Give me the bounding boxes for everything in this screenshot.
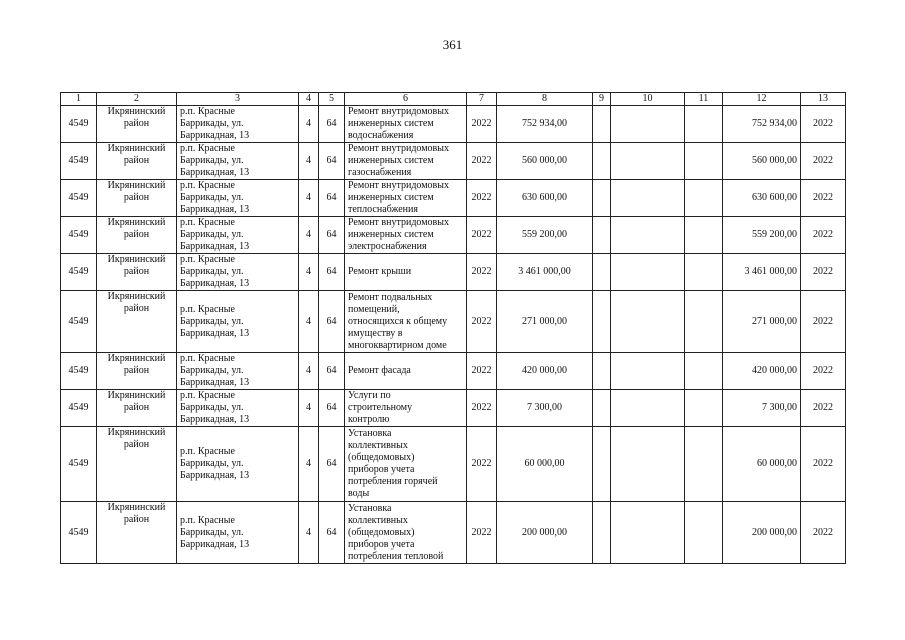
cell-id xyxy=(61,180,97,217)
cell-work-type xyxy=(345,143,467,180)
cell-col11 xyxy=(685,217,723,254)
cell-year-end xyxy=(801,427,846,502)
table-row xyxy=(61,291,846,353)
cell-amount-fund xyxy=(723,143,801,180)
cell-id xyxy=(61,353,97,390)
cell-amount-total xyxy=(497,353,593,390)
cell-col5-text: 64 xyxy=(326,266,337,277)
cell-work-type-text: Установка коллективных (общедомовых) приборов учета потребления горячей воды xyxy=(348,428,438,499)
cell-col9 xyxy=(593,254,611,291)
cell-work-type xyxy=(345,427,467,502)
cell-amount-total-text: 3 461 000,00 xyxy=(518,266,571,277)
cell-work-type xyxy=(345,254,467,291)
cell-address-text: р.п. Красные Баррикады, ул. Баррикадная, 13 xyxy=(180,106,250,141)
cell-work-type-text: Ремонт внутридомовых инженерных систем газоснабжения xyxy=(348,143,450,178)
cell-year-end-text: 2022 xyxy=(813,402,833,413)
cell-col10 xyxy=(611,180,685,217)
cell-year-text: 2022 xyxy=(471,118,492,129)
cell-work-type-text: Ремонт подвальных помещений, относящихся к общему имуществу в многоквартирном доме xyxy=(348,291,448,351)
table-row xyxy=(61,353,846,390)
cell-id-text: 4549 xyxy=(68,266,89,277)
cell-address xyxy=(177,143,299,180)
cell-district-text: Икрянинский район xyxy=(107,502,166,525)
cell-work-type-text: Установка коллективных (общедомовых) приборов учета потребления тепловой xyxy=(348,502,444,562)
cell-year xyxy=(467,106,497,143)
cell-address-text: р.п. Красные Баррикады, ул. Баррикадная, 13 xyxy=(180,514,250,550)
cell-amount-total xyxy=(497,291,593,353)
cell-col4 xyxy=(299,217,319,254)
cell-year xyxy=(467,502,497,564)
cell-year xyxy=(467,143,497,180)
cell-col10 xyxy=(611,291,685,353)
cell-year-text: 2022 xyxy=(471,365,492,376)
table-row xyxy=(61,106,846,143)
page-number: 361 xyxy=(442,37,463,52)
cell-year-text: 2022 xyxy=(471,402,492,413)
cell-col5-text: 64 xyxy=(326,155,337,166)
cell-district xyxy=(97,353,177,390)
cell-address-text: р.п. Красные Баррикады, ул. Баррикадная, 13 xyxy=(180,353,250,388)
cell-col4-text: 4 xyxy=(306,192,311,203)
cell-amount-fund xyxy=(723,502,801,564)
cell-id xyxy=(61,427,97,502)
cell-amount-fund xyxy=(723,291,801,353)
column-header: 12 xyxy=(723,93,801,106)
cell-col11 xyxy=(685,106,723,143)
cell-address xyxy=(177,106,299,143)
cell-col5 xyxy=(319,217,345,254)
cell-work-type-text: Услуги по строительному контролю xyxy=(348,390,413,425)
cell-district xyxy=(97,106,177,143)
cell-year-text: 2022 xyxy=(471,192,492,203)
cell-col4 xyxy=(299,291,319,353)
header-row xyxy=(61,93,846,106)
cell-col5-text: 64 xyxy=(326,458,337,469)
cell-address-text: р.п. Красные Баррикады, ул. Баррикадная, 13 xyxy=(180,303,250,339)
cell-year xyxy=(467,217,497,254)
cell-col4-text: 4 xyxy=(306,118,311,129)
cell-col5-text: 64 xyxy=(326,365,337,376)
cell-col9 xyxy=(593,180,611,217)
cell-col11 xyxy=(685,291,723,353)
cell-amount-total xyxy=(497,390,593,427)
cell-id-text: 4549 xyxy=(68,155,89,166)
cell-col10 xyxy=(611,427,685,502)
cell-id xyxy=(61,143,97,180)
cell-amount-fund xyxy=(723,217,801,254)
cell-col9 xyxy=(593,390,611,427)
cell-year-end xyxy=(801,353,846,390)
column-header: 11 xyxy=(685,93,723,106)
cell-amount-fund xyxy=(723,254,801,291)
cell-amount-fund xyxy=(723,427,801,502)
cell-col5 xyxy=(319,180,345,217)
cell-address-text: р.п. Красные Баррикады, ул. Баррикадная, 13 xyxy=(180,180,250,215)
cell-id-text: 4549 xyxy=(68,192,89,203)
cell-col9 xyxy=(593,143,611,180)
cell-year-text: 2022 xyxy=(471,266,492,277)
cell-work-type-text: Ремонт внутридомовых инженерных систем теплоснабжения xyxy=(348,180,450,215)
cell-year-end-text: 2022 xyxy=(813,266,833,277)
cell-district-text: Икрянинский район xyxy=(107,217,166,240)
cell-district xyxy=(97,502,177,564)
cell-col5 xyxy=(319,390,345,427)
cell-col11 xyxy=(685,254,723,291)
cell-work-type xyxy=(345,390,467,427)
cell-col5-text: 64 xyxy=(326,315,337,327)
cell-address xyxy=(177,390,299,427)
cell-col9 xyxy=(593,217,611,254)
cell-year xyxy=(467,427,497,502)
cell-address-text: р.п. Красные Баррикады, ул. Баррикадная, 13 xyxy=(180,254,250,289)
cell-amount-total xyxy=(497,427,593,502)
cell-address xyxy=(177,180,299,217)
cell-col11 xyxy=(685,502,723,564)
cell-year xyxy=(467,180,497,217)
cell-address-text: р.п. Красные Баррикады, ул. Баррикадная, 13 xyxy=(180,390,250,425)
cell-col4-text: 4 xyxy=(306,458,311,469)
cell-amount-fund xyxy=(723,106,801,143)
cell-district xyxy=(97,254,177,291)
table-row xyxy=(61,254,846,291)
column-header: 9 xyxy=(593,93,611,106)
cell-address xyxy=(177,291,299,353)
cell-id-text: 4549 xyxy=(68,458,89,469)
cell-year-text: 2022 xyxy=(471,229,492,240)
cell-col9 xyxy=(593,291,611,353)
cell-amount-total-text: 559 200,00 xyxy=(522,229,567,240)
column-header: 3 xyxy=(177,93,299,106)
cell-col4-text: 4 xyxy=(306,365,311,376)
cell-address xyxy=(177,217,299,254)
cell-col4 xyxy=(299,106,319,143)
cell-district-text: Икрянинский район xyxy=(107,254,166,277)
cell-col5 xyxy=(319,502,345,564)
cell-col11 xyxy=(685,353,723,390)
cell-work-type xyxy=(345,291,467,353)
data-table xyxy=(60,92,846,564)
cell-amount-total xyxy=(497,106,593,143)
cell-amount-fund xyxy=(723,353,801,390)
cell-col4-text: 4 xyxy=(306,526,311,538)
cell-col5 xyxy=(319,143,345,180)
cell-col9 xyxy=(593,353,611,390)
cell-district xyxy=(97,143,177,180)
cell-amount-fund-text: 7 300,00 xyxy=(762,402,797,413)
cell-amount-total-text: 200 000,00 xyxy=(522,526,567,538)
column-header: 2 xyxy=(97,93,177,106)
cell-col10 xyxy=(611,502,685,564)
cell-year-text: 2022 xyxy=(471,458,492,469)
column-header: 5 xyxy=(319,93,345,106)
cell-district-text: Икрянинский район xyxy=(107,291,166,314)
cell-district xyxy=(97,217,177,254)
cell-id xyxy=(61,291,97,353)
cell-address-text: р.п. Красные Баррикады, ул. Баррикадная, 13 xyxy=(180,217,250,252)
cell-year-end xyxy=(801,502,846,564)
cell-amount-total-text: 60 000,00 xyxy=(524,458,565,469)
cell-year-text: 2022 xyxy=(471,155,492,166)
cell-col5 xyxy=(319,353,345,390)
cell-district-text: Икрянинский район xyxy=(107,143,166,166)
column-header: 6 xyxy=(345,93,467,106)
cell-work-type-text: Ремонт внутридомовых инженерных систем электроснабжения xyxy=(348,217,450,252)
cell-col5-text: 64 xyxy=(326,229,337,240)
cell-district-text: Икрянинский район xyxy=(107,180,166,203)
cell-year xyxy=(467,390,497,427)
cell-amount-total-text: 7 300,00 xyxy=(527,402,562,413)
cell-address xyxy=(177,353,299,390)
table-row xyxy=(61,217,846,254)
cell-col5-text: 64 xyxy=(326,192,337,203)
column-header: 8 xyxy=(497,93,593,106)
cell-col5-text: 64 xyxy=(326,526,337,538)
cell-col10 xyxy=(611,143,685,180)
cell-amount-total xyxy=(497,180,593,217)
cell-work-type xyxy=(345,502,467,564)
cell-id-text: 4549 xyxy=(68,365,89,376)
cell-col4-text: 4 xyxy=(306,266,311,277)
cell-work-type xyxy=(345,106,467,143)
cell-amount-total-text: 752 934,00 xyxy=(522,118,567,129)
cell-col9 xyxy=(593,502,611,564)
cell-col10 xyxy=(611,106,685,143)
column-header: 7 xyxy=(467,93,497,106)
cell-amount-fund-text: 630 600,00 xyxy=(752,192,797,203)
cell-year-end-text: 2022 xyxy=(813,118,833,129)
cell-year-end-text: 2022 xyxy=(813,315,833,327)
cell-work-type xyxy=(345,217,467,254)
cell-amount-total xyxy=(497,254,593,291)
cell-amount-fund-text: 3 461 000,00 xyxy=(744,266,797,277)
cell-district-text: Икрянинский район xyxy=(107,390,166,413)
column-header: 10 xyxy=(611,93,685,106)
cell-amount-fund-text: 200 000,00 xyxy=(752,526,797,538)
cell-id xyxy=(61,106,97,143)
table-row xyxy=(61,180,846,217)
cell-amount-fund xyxy=(723,390,801,427)
cell-col10 xyxy=(611,217,685,254)
table-row xyxy=(61,390,846,427)
cell-district xyxy=(97,180,177,217)
table-body xyxy=(61,106,846,564)
cell-col10 xyxy=(611,353,685,390)
cell-col5-text: 64 xyxy=(326,402,337,413)
cell-col10 xyxy=(611,390,685,427)
column-header: 4 xyxy=(299,93,319,106)
cell-year-end xyxy=(801,291,846,353)
column-header: 13 xyxy=(801,93,846,106)
cell-id-text: 4549 xyxy=(68,402,89,413)
cell-address-text: р.п. Красные Баррикады, ул. Баррикадная, 13 xyxy=(180,143,250,178)
cell-amount-fund-text: 60 000,00 xyxy=(757,458,797,469)
cell-id xyxy=(61,502,97,564)
cell-district xyxy=(97,390,177,427)
cell-year-end xyxy=(801,390,846,427)
cell-amount-fund xyxy=(723,180,801,217)
table-row xyxy=(61,502,846,564)
table-row xyxy=(61,427,846,502)
cell-id-text: 4549 xyxy=(68,229,89,240)
cell-col11 xyxy=(685,180,723,217)
cell-col4 xyxy=(299,143,319,180)
cell-year-end-text: 2022 xyxy=(813,526,833,538)
cell-year-end xyxy=(801,106,846,143)
cell-id-text: 4549 xyxy=(68,118,89,129)
cell-col4 xyxy=(299,390,319,427)
cell-address xyxy=(177,502,299,564)
table-row xyxy=(61,143,846,180)
cell-col4-text: 4 xyxy=(306,315,311,327)
column-header: 1 xyxy=(61,93,97,106)
cell-work-type xyxy=(345,180,467,217)
cell-col4-text: 4 xyxy=(306,155,311,166)
cell-col4-text: 4 xyxy=(306,402,311,413)
cell-col5 xyxy=(319,254,345,291)
cell-year-text: 2022 xyxy=(471,315,492,327)
cell-year-end-text: 2022 xyxy=(813,192,833,203)
cell-year-end xyxy=(801,254,846,291)
cell-amount-total-text: 271 000,00 xyxy=(522,315,567,327)
cell-amount-fund-text: 560 000,00 xyxy=(752,155,797,166)
cell-work-type-text: Ремонт фасада xyxy=(348,365,411,376)
cell-col5-text: 64 xyxy=(326,118,337,129)
cell-address-text: р.п. Красные Баррикады, ул. Баррикадная, 13 xyxy=(180,446,250,481)
cell-amount-total xyxy=(497,217,593,254)
cell-col4 xyxy=(299,254,319,291)
cell-col11 xyxy=(685,143,723,180)
cell-id xyxy=(61,217,97,254)
cell-col5 xyxy=(319,106,345,143)
cell-amount-total xyxy=(497,143,593,180)
cell-district-text: Икрянинский район xyxy=(107,353,166,376)
cell-work-type-text: Ремонт внутридомовых инженерных систем водоснабжения xyxy=(348,106,450,141)
cell-year xyxy=(467,254,497,291)
cell-amount-total-text: 630 600,00 xyxy=(522,192,567,203)
cell-address xyxy=(177,254,299,291)
cell-district xyxy=(97,427,177,502)
cell-year xyxy=(467,353,497,390)
cell-id xyxy=(61,254,97,291)
cell-district-text: Икрянинский район xyxy=(107,106,166,129)
cell-col11 xyxy=(685,390,723,427)
cell-amount-total-text: 420 000,00 xyxy=(522,365,567,376)
cell-work-type-text: Ремонт крыши xyxy=(348,266,412,277)
cell-address xyxy=(177,427,299,502)
cell-year-end xyxy=(801,143,846,180)
cell-col4 xyxy=(299,180,319,217)
cell-col4 xyxy=(299,427,319,502)
cell-col5 xyxy=(319,427,345,502)
cell-amount-fund-text: 420 000,00 xyxy=(752,365,797,376)
cell-year-end-text: 2022 xyxy=(813,365,833,376)
cell-year xyxy=(467,291,497,353)
cell-col5 xyxy=(319,291,345,353)
cell-amount-total-text: 560 000,00 xyxy=(522,155,567,166)
cell-col4-text: 4 xyxy=(306,229,311,240)
cell-amount-fund-text: 271 000,00 xyxy=(752,315,797,327)
cell-id xyxy=(61,390,97,427)
cell-col4 xyxy=(299,502,319,564)
cell-year-end xyxy=(801,180,846,217)
cell-id-text: 4549 xyxy=(68,526,89,538)
cell-year-end-text: 2022 xyxy=(813,458,833,469)
cell-district-text: Икрянинский район xyxy=(107,427,166,450)
cell-year-text: 2022 xyxy=(471,526,492,538)
cell-col4 xyxy=(299,353,319,390)
cell-amount-fund-text: 559 200,00 xyxy=(752,229,797,240)
cell-year-end xyxy=(801,217,846,254)
cell-year-end-text: 2022 xyxy=(813,229,833,240)
cell-col9 xyxy=(593,427,611,502)
cell-amount-total xyxy=(497,502,593,564)
cell-district xyxy=(97,291,177,353)
cell-amount-fund-text: 752 934,00 xyxy=(752,118,797,129)
cell-id-text: 4549 xyxy=(68,315,89,327)
cell-year-end-text: 2022 xyxy=(813,155,833,166)
cell-col11 xyxy=(685,427,723,502)
cell-col9 xyxy=(593,106,611,143)
cell-col10 xyxy=(611,254,685,291)
cell-work-type xyxy=(345,353,467,390)
